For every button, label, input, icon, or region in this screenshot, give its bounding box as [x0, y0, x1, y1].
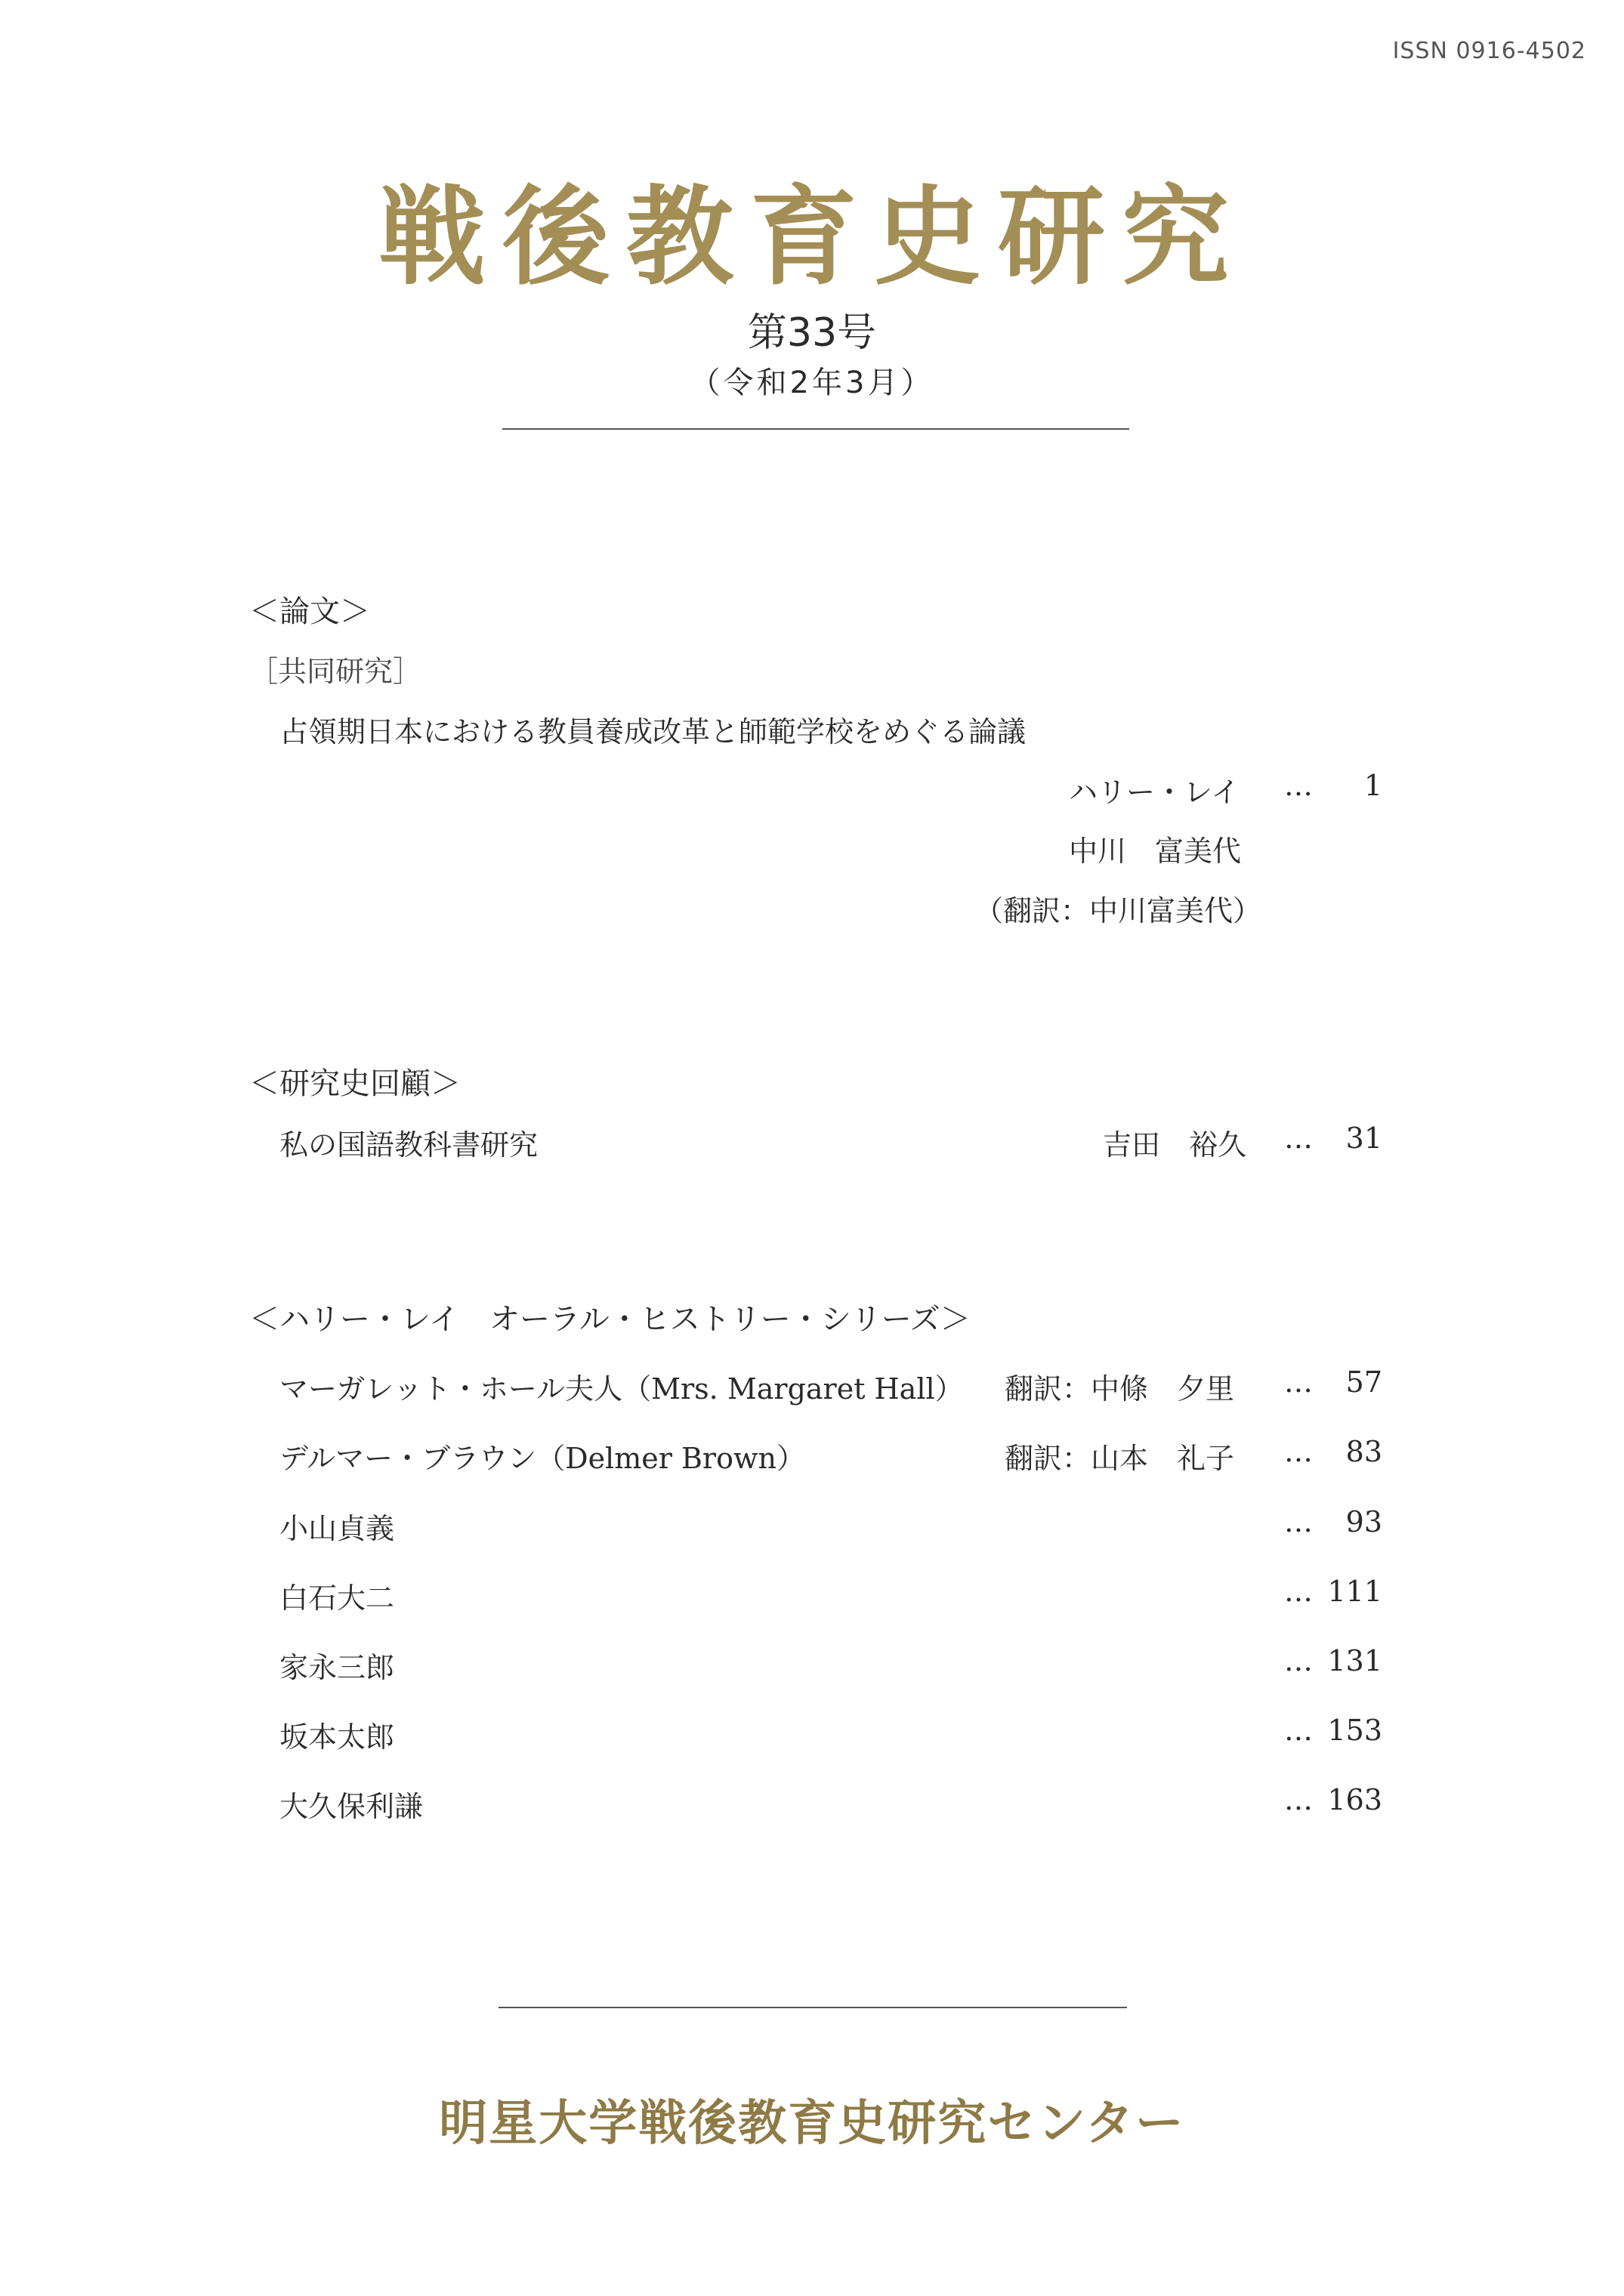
toc-translator: （翻訳：中川富美代） [974, 894, 1262, 927]
toc-author: 中川 富美代 [1069, 835, 1242, 868]
toc-page-number: 83 [1345, 1435, 1382, 1468]
subheading-joint-research: ［共同研究］ [249, 655, 422, 688]
toc-item-title[interactable]: 大久保利謙 [279, 1790, 424, 1823]
issue-date: （令和2年3月） [690, 366, 934, 400]
section-heading-review: ＜研究史回顧＞ [249, 1066, 461, 1101]
toc-page-number: 57 [1345, 1366, 1382, 1399]
header-divider [502, 428, 1129, 430]
toc-translator: 翻訳：中條 夕里 [1005, 1372, 1235, 1406]
toc-item-title[interactable]: 私の国語教科書研究 [279, 1128, 539, 1162]
toc-leader-dots: … [1284, 769, 1314, 802]
publisher-name: 明星大学戦後教育史研究センター [439, 2095, 1185, 2152]
toc-item-title[interactable]: 占領期日本における教員養成改革と師範学校をめぐる論議 [279, 715, 1027, 748]
toc-item-title[interactable]: 家永三郎 [279, 1651, 395, 1684]
toc-leader-dots: … [1284, 1505, 1314, 1538]
toc-item-title[interactable]: 小山貞義 [279, 1512, 395, 1545]
toc-page-number: 31 [1345, 1122, 1382, 1155]
toc-leader-dots: … [1284, 1644, 1314, 1677]
section-heading-papers: ＜論文＞ [249, 594, 370, 629]
toc-page-number: 131 [1327, 1644, 1382, 1677]
footer-divider [499, 2007, 1127, 2008]
toc-item-title[interactable]: デルマー・ブラウン（Delmer Brown） [279, 1442, 805, 1475]
toc-author: ハリー・レイ [1069, 776, 1240, 809]
toc-author: 吉田 裕久 [1103, 1128, 1247, 1162]
toc-page-number: 1 [1363, 769, 1382, 802]
toc-leader-dots: … [1284, 1783, 1314, 1816]
journal-title: 戦後教育史研究 [378, 174, 1246, 300]
toc-leader-dots: … [1284, 1435, 1314, 1468]
toc-page-number: 153 [1327, 1714, 1382, 1747]
toc-leader-dots: … [1284, 1122, 1314, 1155]
toc-leader-dots: … [1284, 1714, 1314, 1747]
toc-translator: 翻訳：山本 礼子 [1005, 1442, 1235, 1475]
section-heading-oral-history: ＜ハリー・レイ オーラル・ヒストリー・シリーズ＞ [249, 1302, 971, 1337]
toc-leader-dots: … [1284, 1575, 1314, 1608]
issue-number: 第33号 [747, 310, 877, 356]
toc-item-title[interactable]: マーガレット・ホール夫人（Mrs. Margaret Hall） [279, 1372, 964, 1406]
toc-page-number: 111 [1327, 1575, 1382, 1608]
toc-page-number: 93 [1345, 1505, 1382, 1538]
toc-item-title[interactable]: 白石大二 [279, 1582, 395, 1615]
issn-number: ISSN 0916-4502 [1392, 38, 1586, 64]
toc-item-title[interactable]: 坂本太郎 [279, 1720, 395, 1754]
toc-leader-dots: … [1284, 1366, 1314, 1399]
toc-page-number: 163 [1327, 1783, 1382, 1816]
